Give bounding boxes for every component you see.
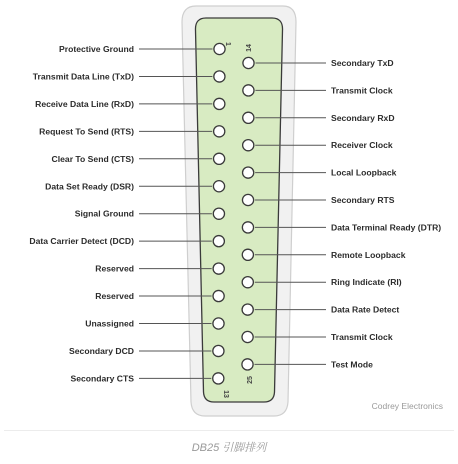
pin-9 — [213, 263, 224, 274]
pin-label-4: Request To Send (RTS) — [39, 126, 134, 137]
caption-bar — [4, 430, 454, 459]
pin-label-1: Protective Ground — [59, 44, 134, 54]
pin-23 — [242, 304, 253, 315]
pin-label-17: Receiver Clock — [331, 140, 393, 151]
pin-25 — [242, 359, 253, 370]
printed-pin-number-14: 14 — [246, 44, 253, 52]
pin-label-12: Secondary DCD — [69, 345, 134, 356]
pin-8 — [213, 236, 224, 247]
pin-label-13: Secondary CTS — [70, 373, 134, 384]
pin-12 — [213, 345, 224, 356]
pin-21 — [242, 249, 253, 260]
pin-24 — [242, 331, 253, 342]
pin-5 — [214, 153, 225, 164]
pin-20 — [242, 222, 253, 233]
pin-16 — [243, 112, 254, 123]
pin-13 — [213, 373, 224, 384]
printed-pin-number-25: 25 — [247, 376, 254, 384]
printed-pin-number-1: 1 — [224, 42, 231, 46]
pin-label-23: Data Rate Detect — [331, 304, 400, 315]
pin-label-20: Data Terminal Ready (DTR) — [331, 222, 442, 233]
pin-label-8: Data Carrier Detect (DCD) — [29, 236, 134, 247]
pin-4 — [214, 126, 225, 137]
pin-label-14: Secondary TxD — [331, 58, 394, 68]
pin-7 — [213, 208, 224, 219]
pin-22 — [242, 277, 253, 288]
pin-label-3: Receive Data Line (RxD) — [35, 98, 134, 109]
pin-15 — [243, 85, 254, 96]
connector-body — [195, 18, 282, 402]
pin-label-2: Transmit Data Line (TxD) — [32, 71, 134, 82]
pin-3 — [214, 98, 225, 109]
printed-pin-number-13: 13 — [222, 390, 229, 398]
pin-14 — [243, 57, 254, 68]
pin-10 — [213, 290, 224, 301]
pin-label-11: Unassigned — [85, 318, 134, 329]
pin-6 — [213, 181, 224, 192]
pin-18 — [243, 167, 254, 178]
left-pin-labels — [29, 44, 134, 383]
pin-label-5: Clear To Send (CTS) — [51, 153, 134, 164]
pin-label-25: Test Mode — [331, 359, 373, 370]
pin-11 — [213, 318, 224, 329]
pin-label-6: Data Set Ready (DSR) — [45, 181, 134, 192]
brand-watermark-text: Codrey Electronics — [371, 401, 443, 411]
pin-1 — [214, 43, 225, 54]
pin-label-10: Reserved — [95, 291, 134, 302]
pin-label-24: Transmit Clock — [331, 332, 393, 342]
pin-2 — [214, 71, 225, 82]
figure-caption: DB25 引脚排列 — [191, 442, 267, 454]
pin-label-22: Ring Indicate (RI) — [331, 277, 402, 288]
pin-label-9: Reserved — [95, 263, 134, 274]
right-pin-labels — [331, 58, 441, 369]
pin-label-19: Secondary RTS — [331, 195, 395, 205]
pin-label-21: Remote Loopback — [331, 249, 406, 260]
pin-label-7: Signal Ground — [74, 208, 134, 219]
pin-17 — [243, 140, 254, 151]
pin-19 — [242, 194, 253, 205]
pin-label-15: Transmit Clock — [331, 85, 393, 96]
pin-label-18: Local Loopback — [331, 167, 397, 178]
pin-label-16: Secondary RxD — [331, 112, 395, 123]
